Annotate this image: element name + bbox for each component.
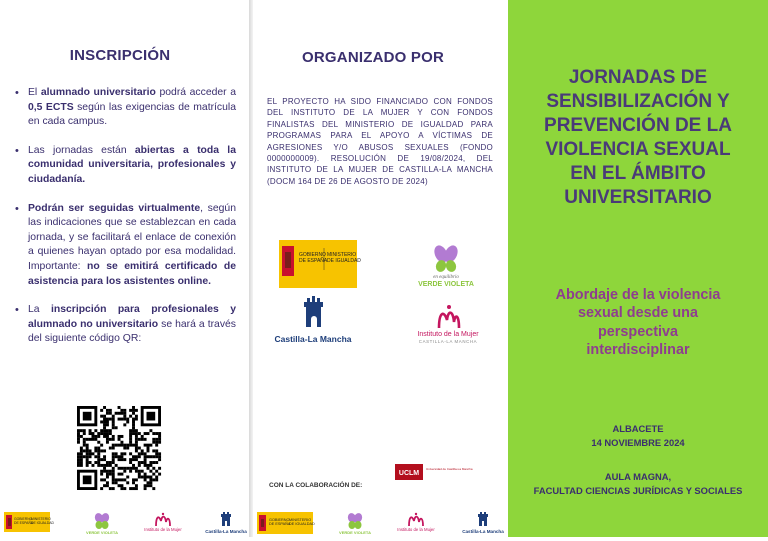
svg-text:VERDE VIOLETA: VERDE VIOLETA [418, 281, 474, 288]
inscripcion-bullet: • Las jornadas están abiertas a toda la comunidad universitaria, profesionales y ciudadanía. [14, 144, 236, 188]
castilla-la-mancha-logo [273, 294, 353, 353]
svg-text:DE ESPAÑA: DE ESPAÑA [299, 258, 328, 264]
event-subtitle [528, 286, 748, 359]
event-title-line: VIOLENCIA SEXUAL [545, 139, 731, 160]
svg-text:Instituto de la Mujer: Instituto de la Mujer [417, 331, 479, 338]
uclm-logo [395, 462, 473, 487]
svg-text:Instituto de la Mujer: Instituto de la Mujer [144, 527, 182, 532]
event-subtitle-line: interdisciplinar [586, 341, 690, 358]
inscripcion-bullet: • Podrán ser seguidas virtualmente, según las indicaciones que se establezcan en cada jornada, y se facilitará el enlace de conexión a quienes hayan optado por esa modalidad. Importante: no se emitirá certificado de asistencia para los asistentes online. [14, 202, 236, 290]
svg-text:Castilla-La Mancha: Castilla-La Mancha [205, 529, 247, 534]
footer-verde-violeta-logo-2 [335, 512, 375, 541]
svg-text:VERDE VIOLETA: VERDE VIOLETA [339, 530, 371, 535]
footer-gobierno-logo-2 [257, 512, 313, 539]
funding-statement: EL PROYECTO HA SIDO FINANCIADO CON FONDOS DEL INSTITUTO DE LA MUJER Y CON FONDOS FINALISTAS DEL MINISTERIO DE IGUALDAD PARA PROGRAMAS PARA EL APOYO A VÍCTIMAS DE AGRESIONES Y/O ABUSOS SEXUALES (FONDO 0000000009). RESOLUCIÓN DE 19/08/2024, DEL INSTITUTO DE LA MUJER DE CASTILLA-LA MANCHA (DOCM 164 DE 26 DE AGOSTO DE 2024) [267, 97, 493, 186]
svg-text:CASTILLA-LA MANCHA: CASTILLA-LA MANCHA [418, 339, 478, 344]
event-date: 14 NOVIEMBRE 2024 [591, 437, 685, 448]
event-title-line: PREVENCIÓN DE LA [544, 115, 732, 136]
event-title [522, 66, 754, 210]
verde-violeta-logo [419, 244, 473, 297]
svg-text:DE IGUALDAD: DE IGUALDAD [289, 522, 315, 526]
svg-text:MINISTERIO: MINISTERIO [327, 252, 357, 258]
event-faculty: FACULTAD CIENCIAS JURÍDICAS Y SOCIALES [533, 485, 743, 496]
event-title-line: SENSIBILIZACIÓN Y [546, 91, 730, 112]
inscripcion-panel [0, 0, 249, 537]
inscripcion-bullet: • La inscripción para profesionales y alumnado no universitario se hará a través del siguiente código QR: [14, 303, 236, 347]
svg-text:Universidad de Castilla-La Man: Universidad de Castilla-La Mancha [426, 467, 473, 471]
event-title-line: EN EL ÁMBITO [570, 163, 706, 184]
svg-text:MINISTERIO: MINISTERIO [31, 517, 51, 521]
footer-gobierno-logo [4, 512, 54, 537]
svg-text:DE IGUALDAD: DE IGUALDAD [31, 521, 54, 525]
organizado-panel [253, 0, 508, 537]
footer-instituto-mujer-logo-2 [393, 512, 439, 539]
event-subtitle-line: sexual desde una [578, 305, 698, 322]
event-subtitle-line: Abordaje de la violencia [555, 287, 721, 303]
event-title-line: JORNADAS DE [568, 67, 708, 88]
svg-text:en equilibrio: en equilibrio [433, 275, 459, 280]
svg-text:Castilla-La Mancha: Castilla-La Mancha [274, 334, 352, 344]
event-city: ALBACETE [612, 423, 664, 434]
event-venue: AULA MAGNA, [604, 471, 672, 482]
event-subtitle-line: perspectiva [598, 323, 678, 340]
cover-panel [508, 0, 768, 537]
svg-text:VERDE VIOLETA: VERDE VIOLETA [86, 530, 118, 535]
svg-text:DE ESPAÑA: DE ESPAÑA [269, 522, 291, 526]
instituto-de-la-mujer-logo [413, 302, 483, 351]
organizado-title: ORGANIZADO POR [302, 49, 444, 66]
svg-text:DE ESPAÑA: DE ESPAÑA [14, 521, 34, 525]
registration-qr-code[interactable] [77, 406, 161, 490]
footer-instituto-mujer-logo [140, 512, 186, 539]
svg-text:GOBIERNO: GOBIERNO [269, 518, 290, 522]
colaboracion-label: CON LA COLABORACIÓN DE: [269, 482, 363, 489]
footer-verde-violeta-logo [82, 512, 122, 541]
svg-text:GOBIERNO: GOBIERNO [299, 252, 326, 258]
svg-text:MINISTERIO: MINISTERIO [289, 518, 312, 522]
inscripcion-title: INSCRIPCIÓN [69, 47, 171, 64]
inscripcion-bullet: • El alumnado universitario podrá acceder a 0,5 ECTS según las exigencias de matrícula en cada campus. [14, 86, 236, 130]
svg-text:UCLM: UCLM [398, 470, 420, 477]
event-title-line: UNIVERSITARIO [564, 187, 712, 208]
svg-text:DE IGUALDAD: DE IGUALDAD [327, 258, 361, 264]
svg-text:Castilla-La Mancha: Castilla-La Mancha [462, 529, 504, 534]
inscripcion-list [14, 86, 236, 361]
footer-clm-logo [206, 508, 246, 541]
footer-clm-logo-2 [461, 508, 505, 541]
gobierno-ministerio-logo [279, 240, 361, 293]
svg-text:GOBIERNO: GOBIERNO [14, 517, 33, 521]
svg-text:Instituto de la Mujer: Instituto de la Mujer [397, 527, 435, 532]
